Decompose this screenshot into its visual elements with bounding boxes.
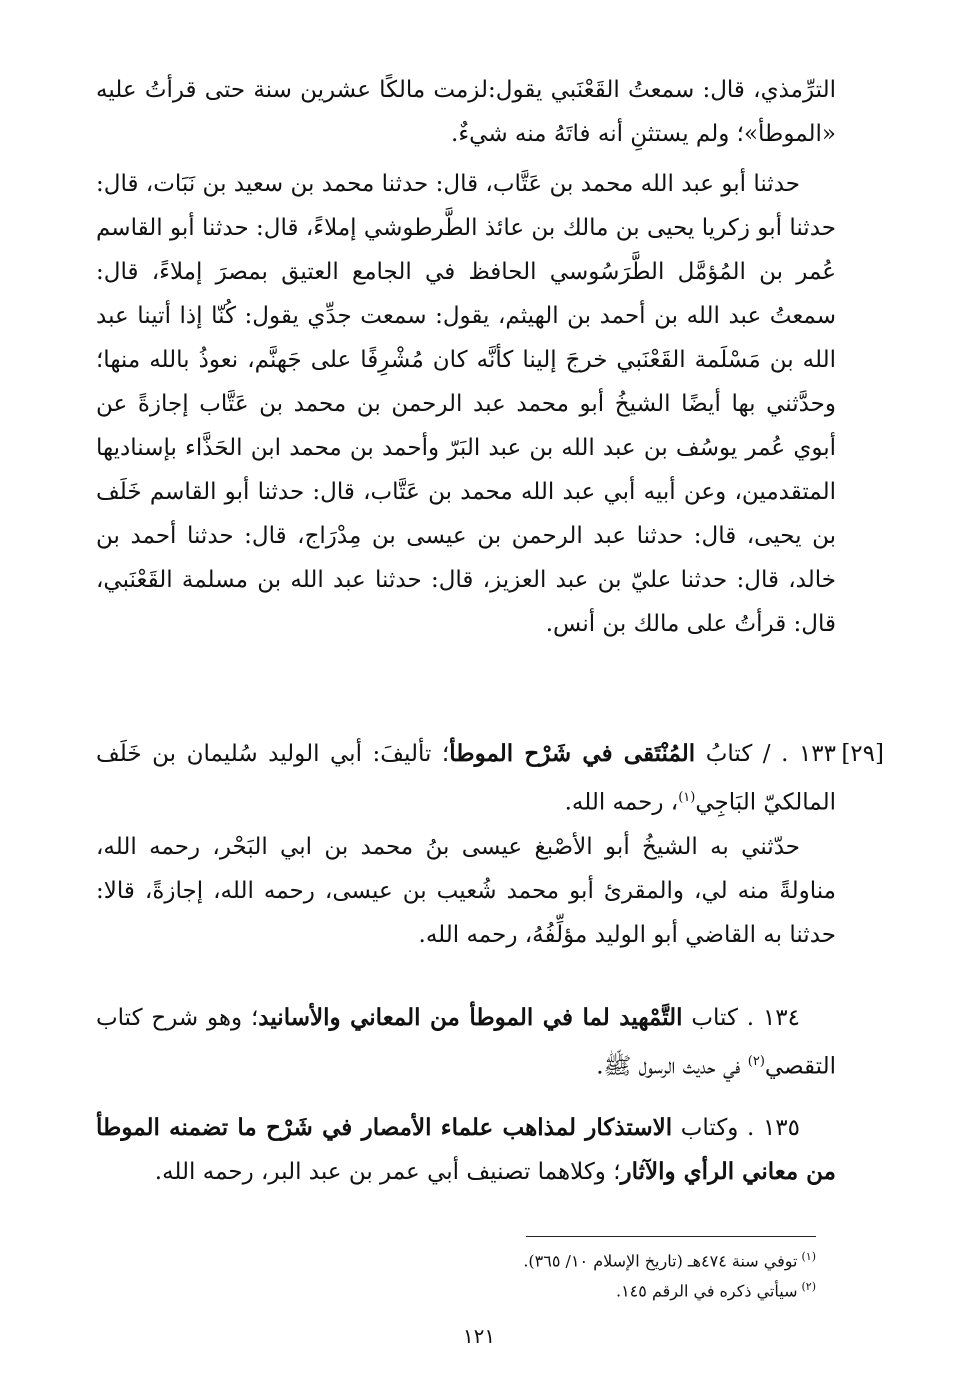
footnotes [96, 1244, 816, 1305]
main-text [96, 68, 836, 646]
entry-135-text-a: وكتاب [672, 1115, 739, 1141]
entry-134-text-b: ؛ وهو شرح كتاب التقصي [96, 1005, 836, 1080]
entry-bracket-ref: [٢٩] [841, 741, 884, 767]
entry-133-text-a: / كتابُ [695, 741, 771, 767]
entry-134-title: التَّمْهيد لما في الموطأ من المعاني والأسانيد [258, 1004, 683, 1031]
entry-133 [96, 732, 836, 957]
page-number: ١٢١ [462, 1324, 496, 1348]
entry-135-text [96, 1106, 836, 1194]
footnote-1 [96, 1244, 816, 1274]
entry-134 [96, 996, 836, 1089]
entry-133-text-c: ، رحمه الله. [564, 789, 679, 816]
entry-135-number: ١٣٥ . [738, 1115, 800, 1141]
footnote-2-mark: (٢) [801, 1280, 816, 1294]
paragraph-isnad: حدثنا أبو عبد الله محمد بن عَتَّاب، قال: حدثنا محمد بن سعيد بن نَبَات، قال: حدثنا أبو زكريا يحيى بن مالك بن عائذ الطَّرطوشي إملاءً، قال: حدثنا أبو القاسم عُمر بن المُؤمَّل الطَّرَسُوسي الحافظ في الجامع العتيق بمصرَ إملاءً، قال: سمعتُ عبد الله بن أحمد بن الهيثم، يقول: سمعت جدِّي يقول: كُنّا إذا أتينا عبد الله بن مَسْلَمة القَعْنَبي خرجَ إلينا كأنَّه كان مُشْرِفًا على جَهنَّم، نعوذُ بالله منها؛ وحدَّثني بها أيضًا الشيخُ أبو محمد عبد الرحمن بن محمد بن عَتَّاب إجازةً عن أبوي عُمر يوسُف بن عبد الله بن عبد البَرّ وأحمد بن محمد ابن الحَذَّاء بإسناديها المتقدمين، وعن أبيه أبي عبد الله محمد بن عَتَّاب، قال: حدثنا أبو القاسم خَلَف بن يحيى، قال: حدثنا عبد الرحمن بن عيسى بن مِدْرَاج، قال: حدثنا أحمد بن خالد، قال: حدثنا عليّ بن عبد العزيز، قال: حدثنا عبد الله بن مسلمة القَعْنَبي، قال: قرأتُ على مالك بن أنس. [96, 171, 836, 637]
entry-135-title: الاستذكار لمذاهب علماء الأمصار في شَرْح ما تضمنه الموطأ من معاني الرأي والآثار [96, 1114, 836, 1185]
entry-135 [96, 1106, 836, 1194]
entry-134-text-a: كتاب [682, 1005, 738, 1031]
footnote-2 [96, 1274, 816, 1304]
entry-134-text [96, 996, 836, 1089]
entry-134-number: ١٣٤ . [737, 1005, 800, 1031]
footnote-separator [526, 1236, 816, 1237]
entry-133-heading [96, 732, 836, 825]
entry-133-number: ١٣٣ . [781, 741, 836, 767]
paragraph-continuation: الترِّمذي، قال: سمعتُ القَعْنَبي يقول:لزمت مالكًا عشرين سنة حتى قرأتُ عليه «الموطأ»؛ ولم يستثنِ أنه فاتَهُ منه شيءٌ. [96, 77, 836, 147]
entry-133-text-b: ؛ تأليفَ: أبي الوليد سُليمان بن خَلَف المالكيّ البَاجِي [96, 741, 836, 816]
footnote-1-mark: (١) [801, 1250, 816, 1263]
entry-135-text-b: ؛ وكلاهما تصنيف أبي عمر بن عبد البر، رحمه الله. [154, 1159, 621, 1185]
entry-133-chain: حدّثني به الشيخُ أبو الأصْبغ عيسى بنُ محمد بن ابي البَحْر، رحمه الله، مناولةً منه لي، والمقرئ أبو محمد شُعيب بن عيسى، رحمه الله، إجازةً، قالا: حدثنا به القاضي أبو الوليد مؤلِّفُهُ، رحمه الله. [96, 833, 836, 948]
entry-133-title: المُنْتَقى في شَرْح الموطأ [449, 740, 696, 767]
footnote-ref-2: (٢) [747, 1054, 765, 1069]
footnote-1-text: توفي سنة ٤٧٤هـ (تاريخ الإسلام ١٠/ ٣٦٥). [523, 1251, 798, 1271]
footnote-ref-1: (١) [678, 790, 696, 805]
entry-134-text-c: في حديث الرسول ﷺ. [596, 1053, 748, 1080]
footnote-2-text: سيأتي ذكره في الرقم ١٤٥. [615, 1281, 798, 1301]
